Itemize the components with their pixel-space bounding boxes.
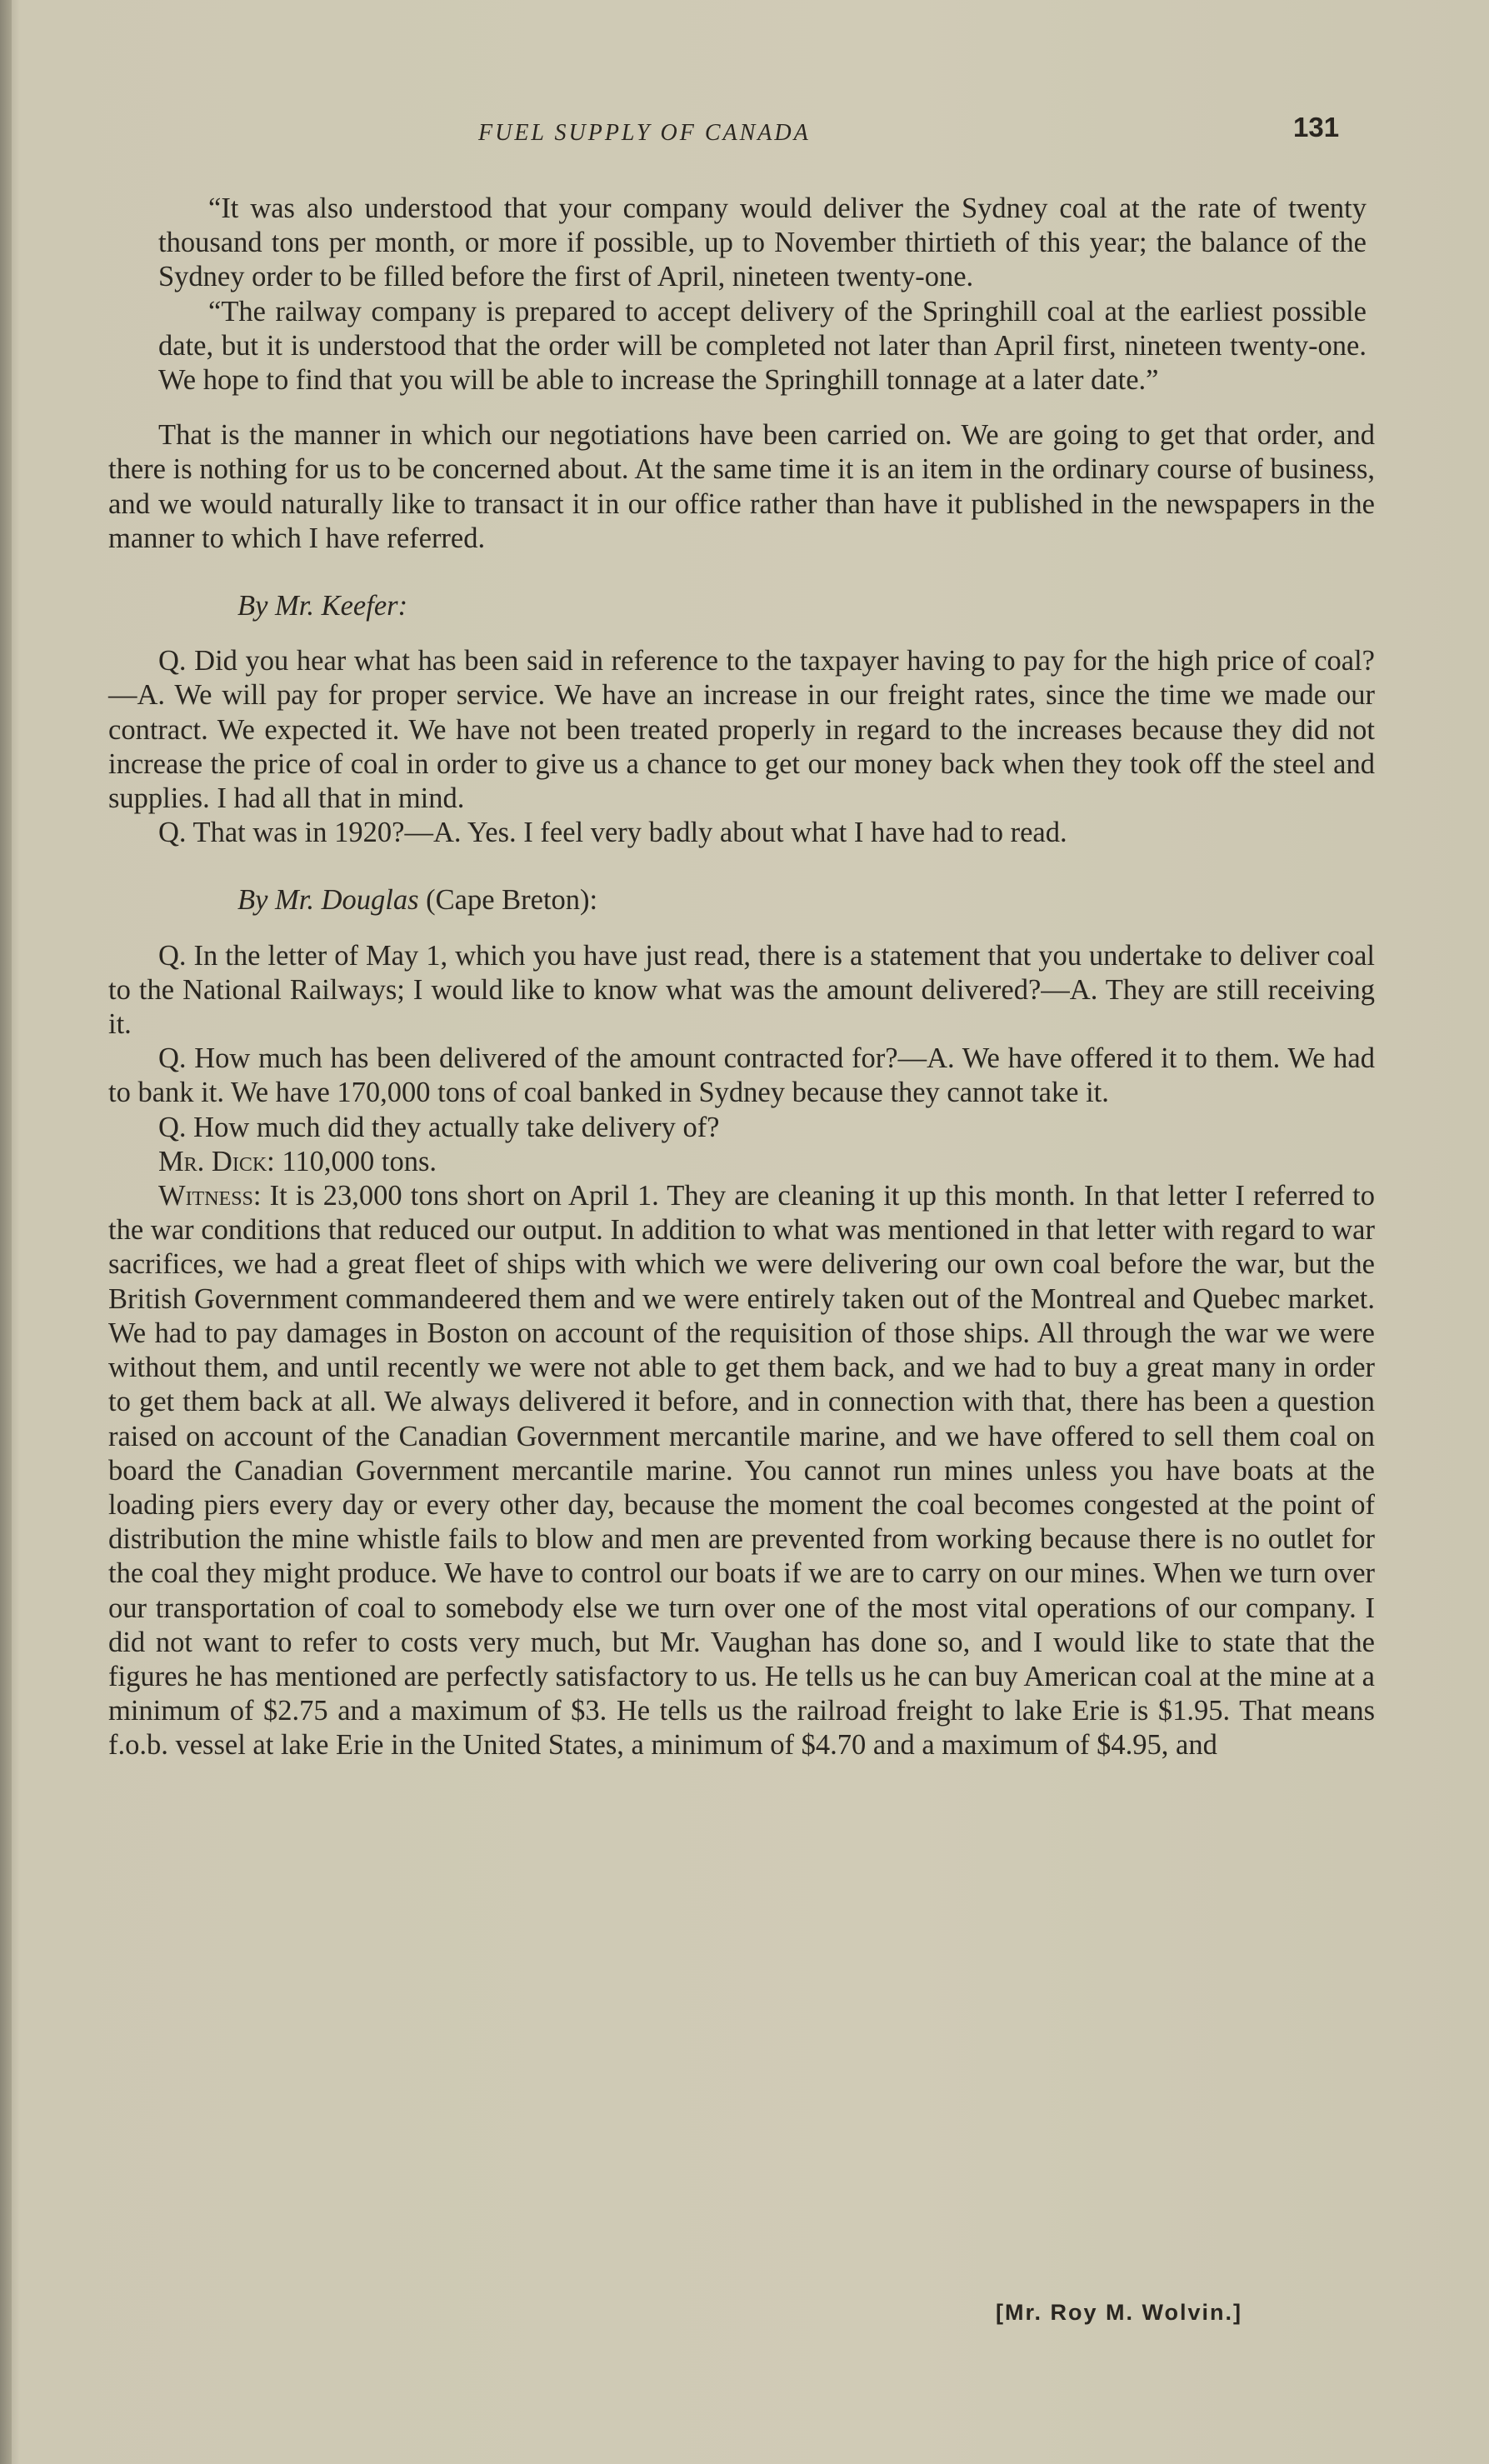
quote-paragraph: “The railway company is prepared to accept delivery of the Springhill coal at the earliest possible date, but it is understood that the order will be completed not later than April first, nineteen twenty-one. We hope to find that you will be able to increase the Springhill tonnage at a later date.” [158, 295, 1367, 397]
speaker-name: Witness: [158, 1180, 262, 1212]
page-number: 131 [1293, 112, 1340, 142]
examiner-name: By Mr. Douglas [237, 884, 419, 917]
page-body [108, 192, 1375, 1763]
question-answer: Q. That was in 1920?—A. Yes. I feel very badly about what I have had to read. [158, 817, 1067, 849]
examiner-heading: By Mr. Keefer: [237, 590, 408, 622]
speaker-text: 110,000 tons. [282, 1145, 437, 1177]
question-answer: Q. In the letter of May 1, which you have just read, there is a statement that you undertake to deliver coal to the National Railways; I would like to know what was the amount delivered?—A. They are still receiving it. [108, 939, 1375, 1041]
page-header [0, 110, 1489, 160]
examiner-heading [108, 883, 1375, 917]
running-title: FUEL SUPPLY OF CANADA [478, 120, 811, 146]
witness-statement [108, 1179, 1375, 1762]
body-paragraph: That is the manner in which our negotiations have been carried on. We are going to get that order, and there is nothing for us to be concerned about. At the same time it is an item in the ordinary course of business, and we would naturally like to transact it in our office rather than have it published in the newspapers in the manner to which I have referred. [108, 419, 1375, 554]
speaker-statement [108, 1145, 1375, 1179]
speaker-name: Mr. Dick: [158, 1145, 275, 1177]
speaker-text: It is 23,000 tons short on April 1. They are cleaning it up this month. In that letter I referred to the war conditions that reduced our output. In addition to what was mentioned in that letter with regard to war sacrifices, we had a great fleet of ships with which we were delivering our own coal before the war, but the British Government commandeered them and we were entirely taken out of the Montreal and Quebec market. We had to pay damages in Boston on account of the requisition of those ships. All through the war we were without them, and until recently we were not able to get them back, and we had to buy a great many in order to get them back at all. We always delivered it before, and in connection with that, there has been a question raised on account of the Canadian Government mercantile marine, and we have offered to sell them coal on board the Canadian Government mercantile marine. You cannot run mines unless you have boats at the loading piers every day or every other day, because the moment the coal becomes congested at the point of distribution the mine whistle fails to blow and men are prevented from working because there is no outlet for the coal they might produce. We have to control our boats if we are to carry on our mines. When we turn over our transportation of coal to somebody else we turn over one of the most vital operations of our company. I did not want to refer to costs very much, but Mr. Vaughan has done so, and I would like to state that the figures he has mentioned are perfectly satisfactory to us. He tells us he can buy American coal at the mine at a minimum of $2.75 and a maximum of $3. He tells us the railroad freight to lake Erie is $1.95. That means f.o.b. vessel at lake Erie in the United States, a minimum of $4.70 and a maximum of $4.95, and [108, 1180, 1376, 1762]
binding-gutter [0, 0, 12, 2464]
quoted-letter [108, 192, 1375, 397]
question-answer: Q. How much has been delivered of the amount contracted for?—A. We have offered it to them. We had to bank it. We have 170,000 tons of coal banked in Sydney because they cannot take it. [108, 1042, 1375, 1109]
speaker-attribution: [Mr. Roy M. Wolvin.] [996, 2300, 1242, 2325]
examiner-riding: (Cape Breton): [426, 884, 598, 917]
question: Q. How much did they actually take delivery of? [158, 1111, 720, 1143]
quote-paragraph: “It was also understood that your company would deliver the Sydney coal at the rate of twenty thousand tons per month, or more if possible, up to November thirtieth of this year; the balance of the Sydney order to be filled before the first of April, nineteen twenty-one. [158, 192, 1367, 293]
question-answer: Q. Did you hear what has been said in reference to the taxpayer having to pay for the high price of coal?—A. We will pay for proper service. We have an increase in our freight rates, since the time we made our contract. We expected it. We have not been treated properly in regard to the increases because they did not increase the price of coal in order to give us a chance to get our money back when they took off the steel and supplies. I had all that in mind. [108, 645, 1375, 815]
